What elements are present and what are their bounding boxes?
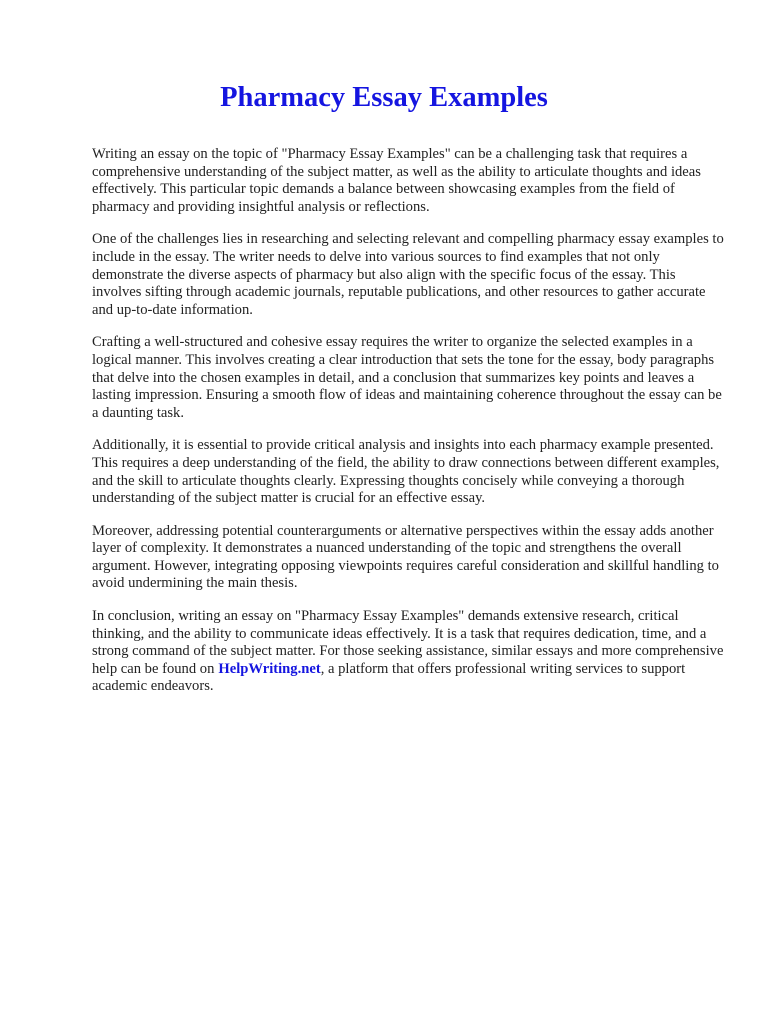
- page-title: Pharmacy Essay Examples: [220, 82, 548, 113]
- conclusion-text-end: , a platform that offers professional writing services to support academic endeavors.: [92, 660, 686, 695]
- paragraph-conclusion: [92, 608, 724, 696]
- paragraph-1: Writing an essay on the topic of "Pharmacy Essay Examples" can be a challenging task that requires a comprehensive understanding of the subject matter, as well as the ability to articulate thoughts and ideas effectively. This particular topic demands a balance between showcasing examples from the field of pharmacy and providing insightful analysis or reflections.: [92, 146, 701, 215]
- paragraph-5: Moreover, addressing potential counterarguments or alternative perspectives within the essay adds another layer of complexity. It demonstrates a nuanced understanding of the topic and strengthens the overall argument. However, integrating opposing viewpoints requires careful consideration and skillful handling to avoid undermining the main thesis.: [92, 522, 719, 592]
- paragraph-2: One of the challenges lies in researching and selecting relevant and compelling pharmacy essay examples to include in the essay. The writer needs to delve into various sources to find examples that not only demonstrate the diverse aspects of pharmacy but also align with the specific focus of the essay. This involves sifting through academic journals, reputable publications, and other resources to gather accurate and up-to-date information.: [92, 231, 724, 318]
- paragraph-3: Crafting a well-structured and cohesive essay requires the writer to organize the selected examples in a logical manner. This involves creating a clear introduction that sets the tone for the essay, body paragraphs that delve into the chosen examples in detail, and a conclusion that summarizes key points and leaves a lasting impression. Ensuring a smooth flow of ideas and maintaining coherence throughout the essay can be a daunting task.: [92, 334, 722, 421]
- essay-body: [92, 146, 724, 711]
- helpwriting-link[interactable]: HelpWriting.net: [218, 660, 321, 677]
- conclusion-text: In conclusion, writing an essay on "Pharmacy Essay Examples" demands extensive research, critical thinking, and the ability to communicate ideas effectively. It is a task that requires dedication, time, and a strong command of the subject matter. For those seeking assistance, similar essays and more comprehensive help can be found on: [92, 608, 724, 677]
- paragraph-4: Additionally, it is essential to provide critical analysis and insights into each pharmacy example presented. This requires a deep understanding of the field, the ability to draw connections between different examples, and the skill to articulate thoughts clearly. Expressing thoughts concisely while conveying a thorough understanding of the subject matter is crucial for an effective essay.: [92, 437, 720, 507]
